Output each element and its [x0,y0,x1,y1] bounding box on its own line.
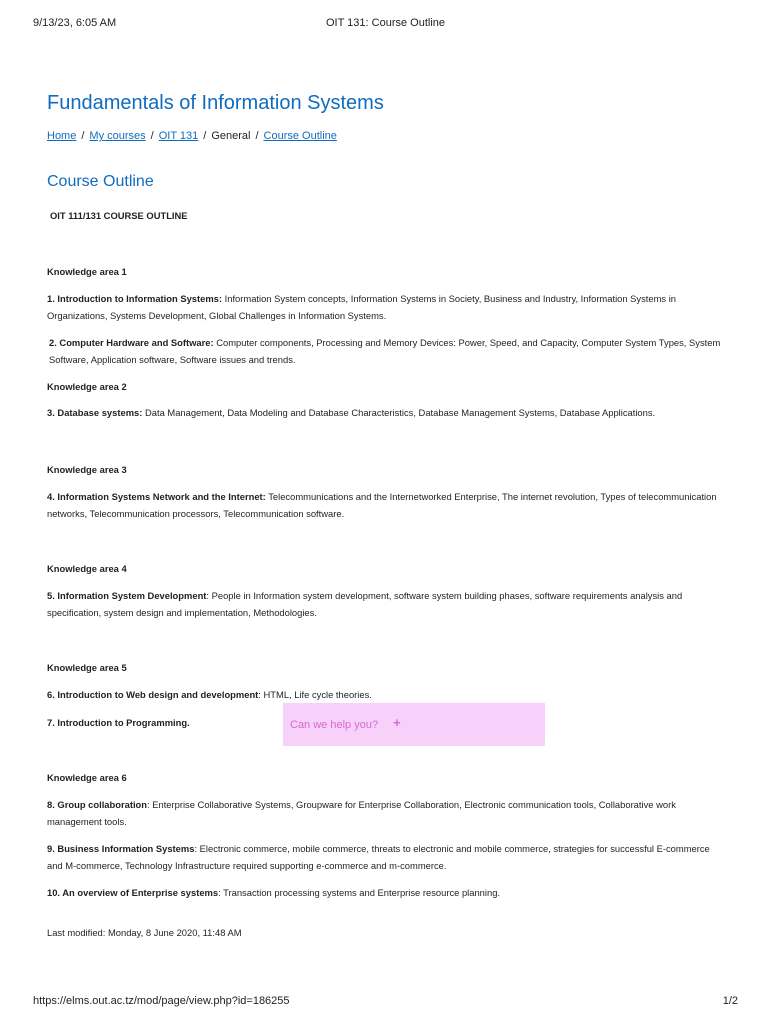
topic-title: 8. Group collaboration [47,799,148,810]
breadcrumb [47,130,337,142]
breadcrumb-section: General [211,130,251,142]
topic-description: : Transaction processing systems and Enterprise resource planning. [218,887,501,898]
knowledge-area-6-heading [47,770,727,787]
print-page-title: OIT 131: Course Outline [325,17,446,29]
knowledge-area-2-heading [47,379,727,396]
knowledge-area-label: Knowledge area 4 [47,563,127,574]
knowledge-area-5-heading [47,660,727,677]
topic-description: Telecommunications and the Internetworked Enterprise, The internet revolution, Types of telecommunication networks, Telecommunication processors, Telecommunication software. [47,491,717,519]
topic-6 [47,687,727,704]
breadcrumb-home[interactable]: Home [47,130,77,142]
topic-3 [47,405,727,422]
outline-title [50,208,730,225]
knowledge-area-label: Knowledge area 5 [47,662,127,673]
print-date: 9/13/23, 6:05 AM [33,17,117,29]
topic-description: : HTML, Life cycle theories. [258,689,372,700]
topic-description: Computer components, Processing and Memory Devices: Power, Speed, and Capacity, Computer System Types, System Software, Application software, Software issues and trends. [49,337,721,365]
last-modified-text: Last modified: Monday, 8 June 2020, 11:48 AM [47,927,242,938]
knowledge-area-3-heading [47,462,727,479]
topic-title: 10. An overview of Enterprise systems [47,887,219,898]
print-footer [33,995,738,1009]
knowledge-area-1-heading [47,264,727,281]
knowledge-area-label: Knowledge area 2 [47,381,127,392]
help-widget-text: Can we help you? [290,718,379,731]
breadcrumb-course[interactable]: OIT 131 [158,130,199,142]
breadcrumb-separator: / [203,130,207,142]
topic-title: 3. Database systems: [47,407,143,418]
topic-title: 5. Information System Development [47,590,207,601]
topic-4 [47,489,727,522]
breadcrumb-separator: / [81,130,85,142]
page-heading: Course Outline [47,173,154,190]
topic-title: 2. Computer Hardware and Software: [49,337,214,348]
topic-title: 9. Business Information Systems [47,843,195,854]
breadcrumb-separator: / [255,130,259,142]
help-widget-button[interactable] [283,703,545,746]
topic-7 [47,715,277,732]
knowledge-area-4-heading [47,561,727,578]
knowledge-area-label: Knowledge area 3 [47,464,127,475]
topic-description: Data Management, Data Modeling and Database Characteristics, Database Management Systems, Database Applications. [142,407,656,418]
topic-8 [47,797,727,830]
topic-title: 1. Introduction to Information Systems: [47,293,223,304]
topic-2 [49,335,729,368]
plus-icon: + [393,715,401,730]
topic-9 [47,841,727,874]
course-title: Fundamentals of Information Systems [47,92,384,114]
topic-title: 4. Information Systems Network and the Internet: [47,491,266,502]
breadcrumb-separator: / [150,130,154,142]
knowledge-area-label: Knowledge area 6 [47,772,127,783]
topic-10 [47,885,727,902]
topic-1 [47,291,727,324]
topic-5 [47,588,727,621]
topic-description: : Electronic commerce, mobile commerce, threats to electronic and mobile commerce, strategies for successful E-commerce and M-commerce, Technology Infrastructure required supporting e-commerce and m-commerce. [47,843,710,871]
breadcrumb-current-page[interactable]: Course Outline [263,130,337,142]
outline-title-text: OIT 111/131 COURSE OUTLINE [50,210,188,221]
print-header [33,17,738,31]
last-modified [47,925,727,942]
topic-title: 7. Introduction to Programming. [47,717,190,728]
topic-title: 6. Introduction to Web design and development [47,689,259,700]
print-page-number: 1/2 [722,995,738,1007]
knowledge-area-label: Knowledge area 1 [47,266,127,277]
topic-description: : Enterprise Collaborative Systems, Groupware for Enterprise Collaboration, Electronic communication tools, Collaborative work management tools. [47,799,676,827]
print-url: https://elms.out.ac.tz/mod/page/view.php?id=186255 [33,995,290,1007]
breadcrumb-my-courses[interactable]: My courses [89,130,146,142]
topic-description: Information System concepts, Information Systems in Society, Business and Industry, Information Systems in Organizations, Systems Development, Global Challenges in Information Systems. [47,293,677,321]
topic-description: : People in Information system development, software system building phases, software requirements analysis and specification, system design and implementation, Methodologies. [47,590,683,618]
